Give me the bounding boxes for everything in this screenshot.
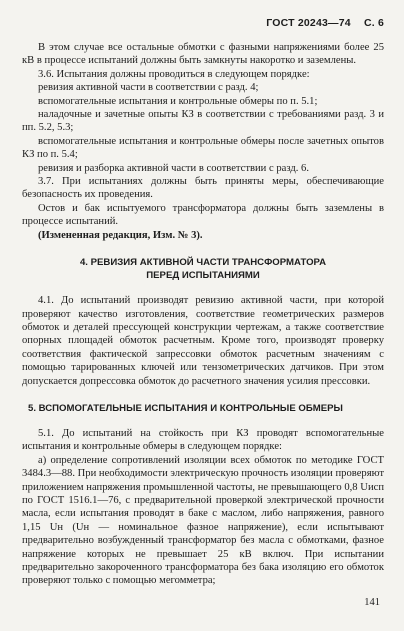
list-item: наладочные и зачетные опыты КЗ в соответствии с требованиями разд. 3 и пп. 5.2, 5.3; [22,109,384,134]
page-number: 141 [364,597,380,608]
section-4-title-line2: ПЕРЕД ИСПЫТАНИЯМИ [146,270,260,282]
paragraph: Остов и бак испытуемого трансформатора должны быть заземлены в процессе испытаний. [22,202,384,228]
paragraph: 3.6. Испытания должны проводиться в следующем порядке: [38,68,310,80]
document-body [22,41,384,588]
page-label: С. 6 [363,17,384,29]
list-item: вспомогательные испытания и контрольные обмеры после зачетных опытов КЗ по п. 5.4; [22,135,384,161]
section-5-heading: 5. ВСПОМОГАТЕЛЬНЫЕ ИСПЫТАНИЯ И КОНТРОЛЬНЫЕ ОБМЕРЫ [28,402,343,414]
paragraph: В этом случае все остальные обмотки с фазными напряжениями более 25 кВ в процессе испытаний должны быть замкнуты накоротко и заземлены. [22,42,384,67]
page-header [256,17,384,29]
paragraph: 3.7. При испытаниях должны быть приняты меры, обеспечивающие безопасность их проведения. [22,176,384,201]
paragraph: а) определение сопротивлений изоляции всех обмоток по методике ГОСТ 3484.3—88. При необходимости электрическую прочность изоляции проверяют приложением напряжения промышленной частоты, не превышающего 0,8 Uисп по ГОСТ 1516.1—76, с предварительной проверкой электрической прочности масла, если испытания проводят в баке с маслом, либо напряжения, равного 1,15 Uн (Uн — номинальное фазное напряжение), если испытывают предварительно возбужденный трансформатор без масла с обмотками, фазное напряжение которых не превышает 25 кВ включ. При испытании предварительно закороченного трансформатора без бака изоляцию его обмоток проверяют только с помощью мегомметра; [22,454,384,587]
standard-number: ГОСТ 20243—74 [266,17,351,29]
list-item: ревизия и разборка активной части в соответствии с разд. 6. [38,162,309,174]
section-4-title-line1: 4. РЕВИЗИЯ АКТИВНОЙ ЧАСТИ ТРАНСФОРМАТОРА [79,257,327,269]
list-item: вспомогательные испытания и контрольные обмеры по п. 5.1; [38,95,318,107]
amendment-note: (Измененная редакция, Изм. № 3). [38,229,203,241]
paragraph: 4.1. До испытаний производят ревизию активной части, при которой проверяют качество изготовления, соответствие геометрических размеров обмоток и деталей прессующей конструкции чертежам, а также соответствие опорных площадей обмоток расчетным. Кроме того, производят проверку соответствия фактической запрессовки обмоток расчетным значениям с помощью тарированных ключей или тензометрических датчиков. При этом допускается допрессовка обмоток до расчетного значения усилия прессовки. [22,295,384,387]
paragraph: 5.1. До испытаний на стойкость при КЗ проводят вспомогательные испытания и контрольные обмеры в следующем порядке: [22,427,384,453]
list-item: ревизия активной части в соответствии с разд. 4; [38,82,259,94]
section-4-heading [22,256,384,282]
